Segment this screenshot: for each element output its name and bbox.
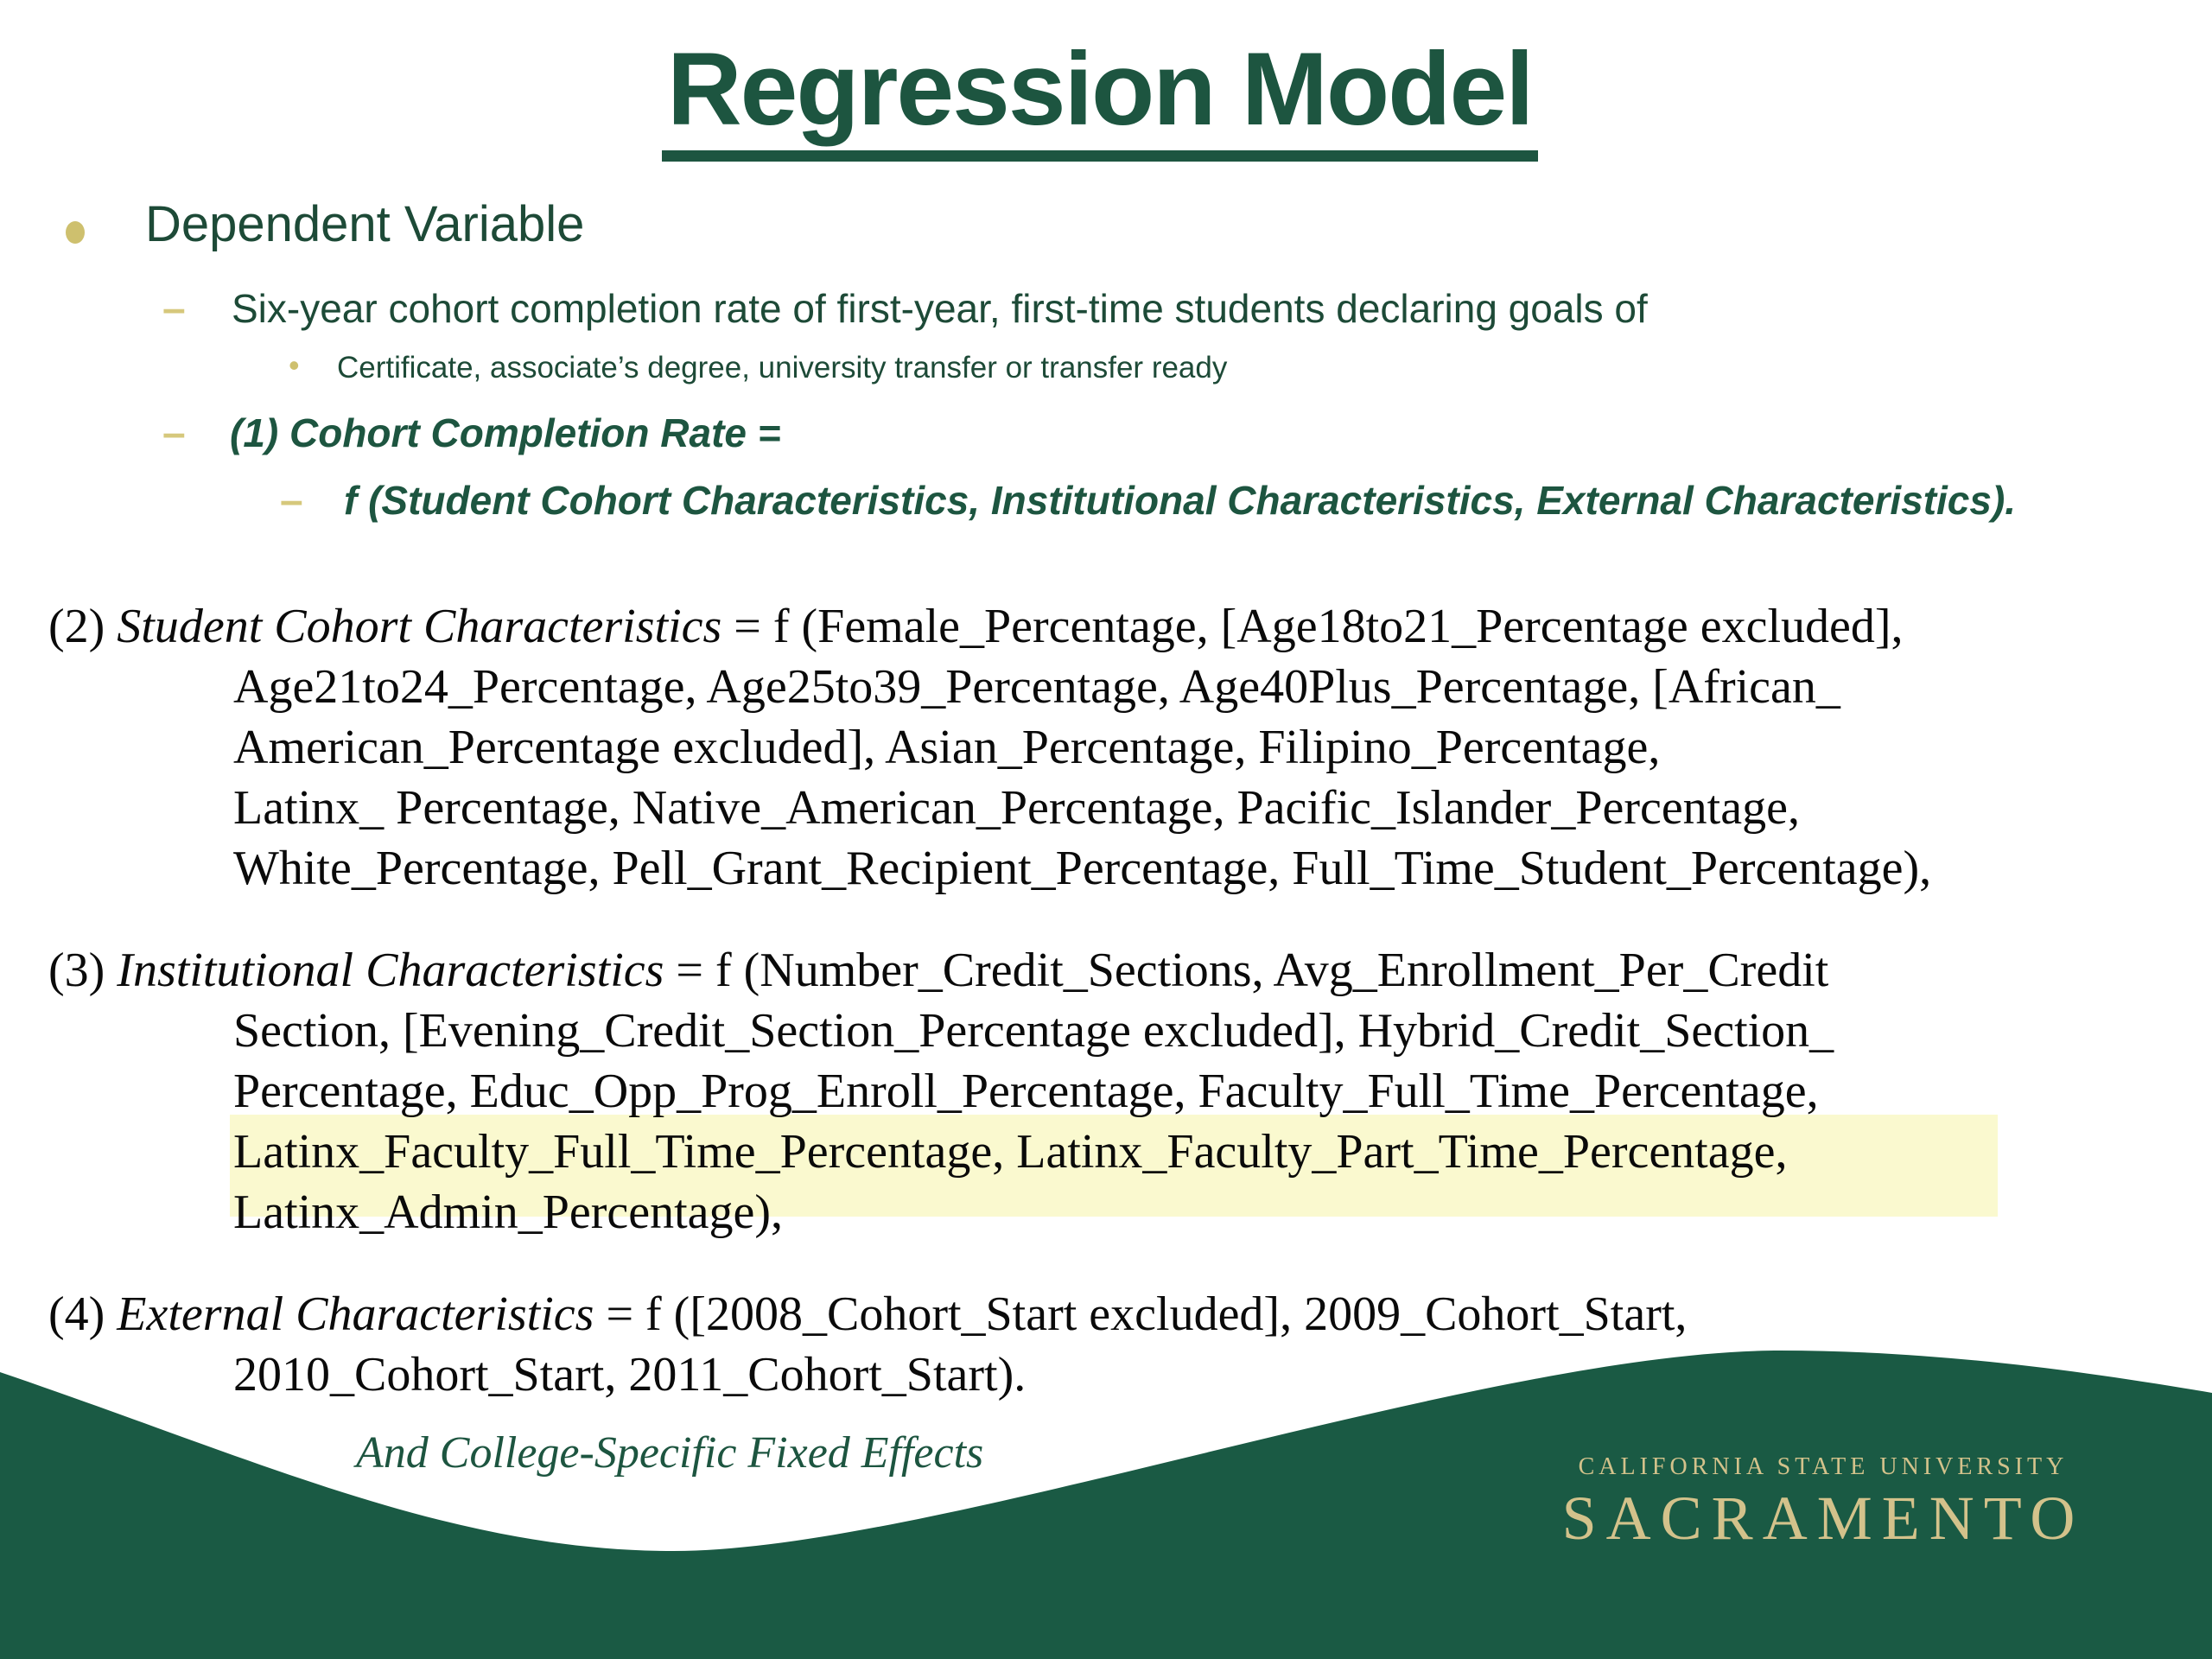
dash-bullet-icon: – [280, 478, 303, 524]
equation-line: Percentage, Educ_Opp_Prog_Enroll_Percentage, Faculty_Full_Time_Percentage, [233, 1065, 1819, 1118]
sub-bullet-dot-icon: • [289, 347, 300, 383]
dash-bullet-icon: – [162, 286, 186, 332]
equation-line: Section, [Evening_Credit_Section_Percentage excluded], Hybrid_Credit_Section_ [233, 1004, 1834, 1058]
university-logo [1547, 1453, 2100, 1554]
fixed-effects-note: And College-Specific Fixed Effects [356, 1428, 984, 1478]
logo-university-name: CALIFORNIA STATE UNIVERSITY [1578, 1453, 2069, 1480]
equation-line: Latinx_ Percentage, Native_American_Percentage, Pacific_Islander_Percentage, [233, 781, 1800, 835]
equation-paragraph-3 [48, 940, 1834, 1243]
bullet-dependent-variable: Dependent Variable [145, 196, 585, 252]
bullet-dot-icon [66, 221, 85, 244]
equation-line: White_Percentage, Pell_Grant_Recipient_Percentage, Full_Time_Student_Percentage), [233, 842, 1932, 895]
equation-paragraph-2 [48, 596, 1931, 899]
bullet-f-function: f (Student Cohort Characteristics, Institutional Characteristics, External Characteristics). [344, 478, 2017, 523]
equation-line: (4) External Characteristics = f ([2008_Cohort_Start excluded], 2009_Cohort_Start, [48, 1287, 1688, 1341]
equation-line: (3) Institutional Characteristics = f (Number_Credit_Sections, Avg_Enrollment_Per_Credit [48, 944, 1829, 997]
bullet-certificate: Certificate, associate’s degree, university transfer or transfer ready [337, 351, 1228, 385]
bullet-cohort-completion-rate: (1) Cohort Completion Rate = [230, 410, 781, 455]
equation-line: American_Percentage excluded], Asian_Percentage, Filipino_Percentage, [233, 721, 1661, 774]
equation-line: 2010_Cohort_Start, 2011_Cohort_Start). [233, 1348, 1027, 1402]
equation-line: Age21to24_Percentage, Age25to39_Percentage, Age40Plus_Percentage, [African_ [233, 660, 1840, 714]
bullet-six-year-rate: Six-year cohort completion rate of first-year, first-time students declaring goals of [232, 286, 1648, 331]
logo-campus-name: SACRAMENTO [1561, 1484, 2085, 1553]
equation-line: (2) Student Cohort Characteristics = f (Female_Percentage, [Age18to21_Percentage excluded], [48, 600, 1904, 653]
equation-line: Latinx_Faculty_Full_Time_Percentage, Latinx_Faculty_Part_Time_Percentage, [233, 1125, 1788, 1179]
slide-title: Regression Model [662, 29, 1538, 162]
dash-bullet-icon: – [162, 410, 186, 456]
equation-line: Latinx_Admin_Percentage), [233, 1185, 784, 1239]
